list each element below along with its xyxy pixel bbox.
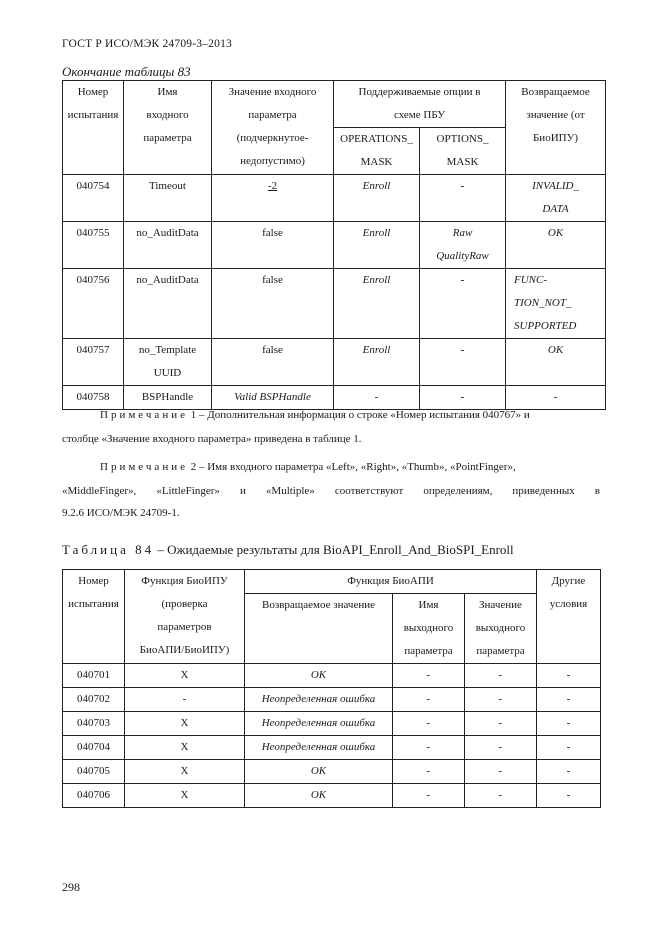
- table-84: [62, 569, 601, 808]
- table-row: [63, 339, 606, 386]
- cell-input-value: -2: [212, 175, 334, 222]
- header-supported-options: Поддерживаемые опции в схеме ПБУ: [334, 81, 506, 128]
- table-83: [62, 80, 606, 410]
- header-return-value: Возвращаемое значение: [245, 594, 393, 664]
- header-bsp-function: Функция БиоИПУ (проверка параметров БиоАПИ/БиоИПУ): [125, 570, 245, 664]
- cell-operations-mask: Enroll: [334, 175, 420, 222]
- cell-return-value: -: [506, 386, 606, 410]
- cell-input-value: false: [212, 339, 334, 386]
- table-83-header-row: [63, 81, 606, 128]
- table-row: [63, 222, 606, 269]
- cell-input-name: BSPHandle: [124, 386, 212, 410]
- header-return-value: Возвращаемое значение (от БиоИПУ): [506, 81, 606, 175]
- table-row: 040705 X OK - - -: [63, 760, 601, 784]
- header-api-function: Функция БиоАПИ: [245, 570, 537, 594]
- table-84-header-row: [63, 570, 601, 594]
- cell-test-number: 040755: [63, 222, 124, 269]
- cell-test-number: 040754: [63, 175, 124, 222]
- table-84-caption: Таблица 84 – Ожидаемые результаты для BioAPI_Enroll_And_BioSPI_Enroll: [62, 542, 514, 557]
- table-continuation-caption: Окончание таблицы 83: [62, 64, 191, 79]
- cell-input-name: no_AuditData: [124, 222, 212, 269]
- table-row: [63, 175, 606, 222]
- cell-options-mask: -: [420, 269, 506, 339]
- cell-input-value: false: [212, 269, 334, 339]
- table-row: 040703 X Неопределенная ошибка - - -: [63, 712, 601, 736]
- header-test-number: Номер испытания: [63, 81, 124, 175]
- note-2-line-2: «MiddleFinger», «LittleFinger» и «Multiple» соответствуют определениям, приведенных в: [62, 485, 600, 497]
- cell-input-name: no_AuditData: [124, 269, 212, 339]
- cell-options-mask: -: [420, 339, 506, 386]
- header-output-name: Имя выходного параметра: [393, 594, 465, 664]
- cell-return-value: OK: [506, 222, 606, 269]
- header-test-number: Номер испытания: [63, 570, 125, 664]
- note-1-line-2: столбце «Значение входного параметра» приведена в таблице 1.: [62, 433, 362, 445]
- cell-options-mask: -: [420, 386, 506, 410]
- header-operations-mask: OPERATIONS_ MASK: [334, 128, 420, 175]
- cell-input-value: Valid BSPHandle: [212, 386, 334, 410]
- cell-test-number: 040756: [63, 269, 124, 339]
- cell-options-mask: -: [420, 175, 506, 222]
- cell-return-value: INVALID_ DATA: [506, 175, 606, 222]
- cell-return-value: FUNC- TION_NOT_ SUPPORTED: [506, 269, 606, 339]
- table-row: 040701 X OK - - -: [63, 664, 601, 688]
- table-row: 040706 X OK - - -: [63, 784, 601, 808]
- cell-options-mask: Raw QualityRaw: [420, 222, 506, 269]
- note-2-line-3: 9.2.6 ИСО/МЭК 24709-1.: [62, 507, 180, 519]
- header-output-value: Значение выходного параметра: [465, 594, 537, 664]
- note-1-line-1: Примечание 1 – Дополнительная информация о строке «Номер испытания 040767» и: [100, 409, 530, 421]
- cell-test-number: 040757: [63, 339, 124, 386]
- cell-operations-mask: -: [334, 386, 420, 410]
- page-number: 298: [62, 880, 80, 894]
- header-input-value: Значение входного параметра (подчеркнутое- недопустимо): [212, 81, 334, 175]
- cell-input-name: no_Template UUID: [124, 339, 212, 386]
- cell-operations-mask: Enroll: [334, 339, 420, 386]
- table-row: [63, 269, 606, 339]
- table-row: 040704 X Неопределенная ошибка - - -: [63, 736, 601, 760]
- table-row: 040702 - Неопределенная ошибка - - -: [63, 688, 601, 712]
- cell-input-name: Timeout: [124, 175, 212, 222]
- header-input-name: Имя входного параметра: [124, 81, 212, 175]
- cell-input-value: false: [212, 222, 334, 269]
- cell-test-number: 040758: [63, 386, 124, 410]
- cell-operations-mask: Enroll: [334, 222, 420, 269]
- note-2-line-1: Примечание 2 – Имя входного параметра «Left», «Right», «Thumb», «PointFinger»,: [100, 461, 516, 473]
- header-other-conditions: Другие условия: [537, 570, 601, 664]
- document-header: ГОСТ Р ИСО/МЭК 24709-3–2013: [62, 38, 232, 50]
- header-options-mask: OPTIONS_ MASK: [420, 128, 506, 175]
- cell-return-value: OK: [506, 339, 606, 386]
- cell-operations-mask: Enroll: [334, 269, 420, 339]
